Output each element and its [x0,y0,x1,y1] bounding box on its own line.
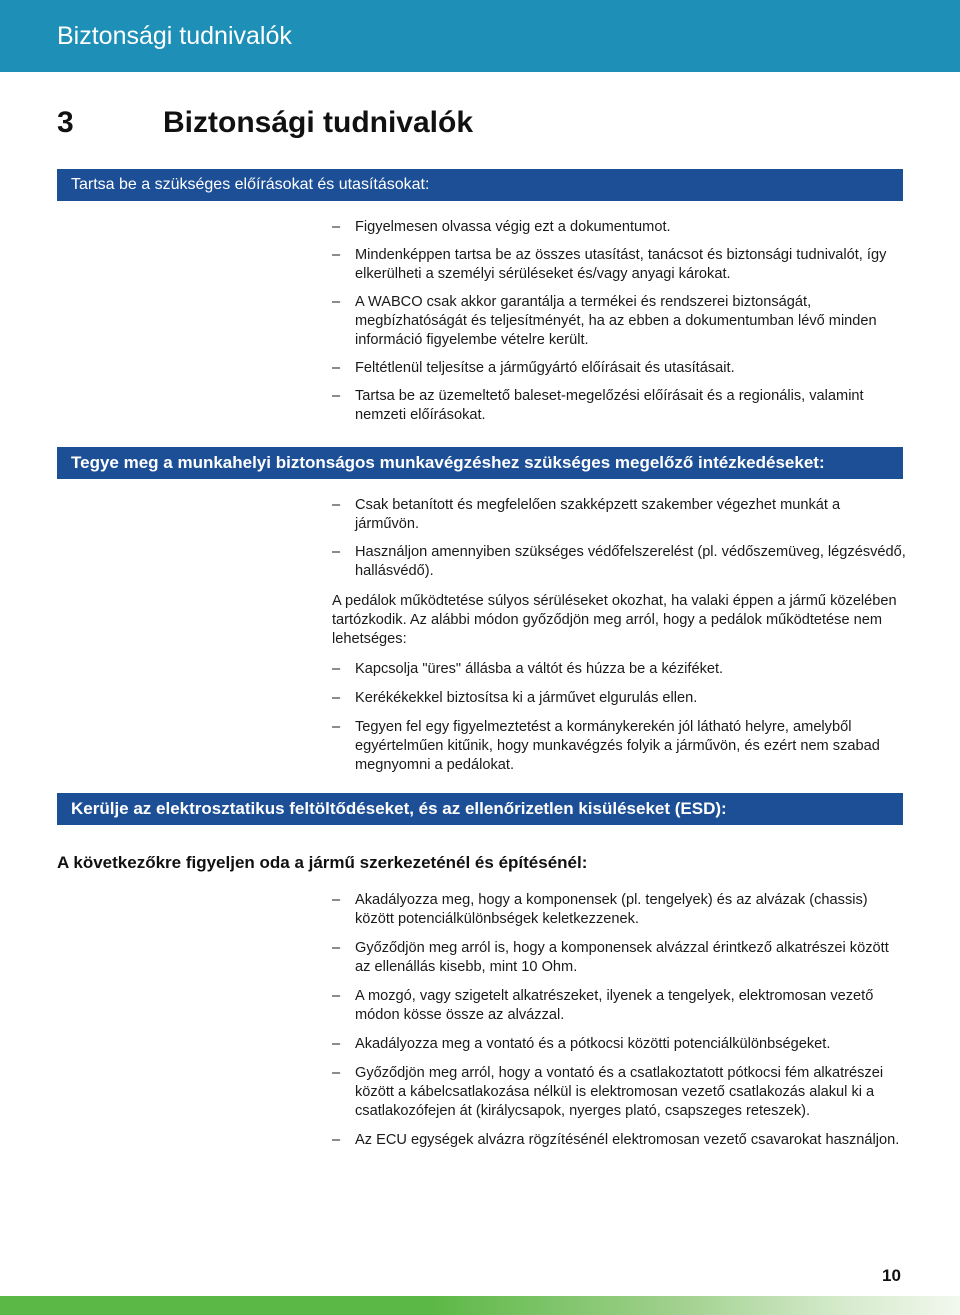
section-1-heading: Tartsa be a szükséges előírásokat és utasításokat: [57,169,903,201]
section-2-heading: Tegye meg a munkahelyi biztonságos munkavégzéshez szükséges megelőző intézkedéseket: [57,447,903,479]
section-2-paragraph: A pedálok működtetése súlyos sérüléseket okozhat, ha valaki éppen a jármű közelében tartózkodik. Az alábbi módon győződjön meg arról, hogy a pedálok működtetése nem lehetséges: [332,593,897,647]
list-item: – Tartsa be az üzemeltető baleset-megelőzési előírásait és a regionális, valamint nemzeti előírásokat. [332,388,864,423]
header-title: Biztonsági tudnivalók [57,22,292,50]
section-3-list [332,891,907,1150]
page-number: 10 [882,1266,901,1285]
section-1-list [332,218,907,425]
list-item: – Akadályozza meg, hogy a komponensek (pl. tengelyek) és az alvázak (chassis) között potenciálkülönbségek keletkezzenek. [332,892,868,927]
list-item: – Csak betanított és megfelelően szakképzett szakember végezhet munkát a járművön. [332,497,841,532]
list-item: – Használjon amennyiben szükséges védőfelszerelést (pl. védőszemüveg, légzésvédő, hallásvédő). [332,544,906,579]
list-item: – Az ECU egységek alvázra rögzítésénél elektromosan vezető csavarokat használjon. [332,1132,900,1148]
list-item: – Figyelmesen olvassa végig ezt a dokumentumot. [332,219,671,235]
chapter-number: 3 [57,106,74,139]
list-item: – Győződjön meg arról is, hogy a komponensek alvázzal érintkező alkatrészei között az ellenállás kisebb, mint 10 Ohm. [332,940,889,975]
section-2-list-a [332,496,907,581]
chapter-title: Biztonsági tudnivalók [163,106,474,139]
chapter-heading [57,106,473,140]
list-item: – Tegyen fel egy figyelmeztetést a kormánykerekén jól látható helyre, amelyből egyértelműen kitűnik, hogy munkavégzés folyik a járművön, és ezért nem szabad megnyomni a pedálokat. [332,719,880,773]
header-bar [0,0,960,72]
list-item: – Akadályozza meg a vontató és a pótkocsi közötti potenciálkülönbségeket. [332,1036,831,1052]
section-2-list-b [332,660,907,775]
section-3-subheading: A következőkre figyeljen oda a jármű szerkezeténél és építésénél: [57,853,588,872]
list-item: – Mindenképpen tartsa be az összes utasítást, tanácsot és biztonsági tudnivalót, így elkerülheti a személyi sérüléseket és/vagy anyagi károkat. [332,247,887,282]
footer-bar [0,1296,960,1315]
list-item: – A mozgó, vagy szigetelt alkatrészeket, ilyenek a tengelyek, elektromosan vezető módon kösse össze az alvázzal. [332,988,874,1023]
list-item: – Kerékékekkel biztosítsa ki a járművet elgurulás ellen. [332,690,698,706]
list-item: – A WABCO csak akkor garantálja a termékei és rendszerei biztonságát, megbízhatóságát és teljesítményét, ha az ebben a dokumentumban lévő minden információ figyelembe vételre került. [332,294,877,348]
list-item: – Kapcsolja "üres" állásba a váltót és húzza be a kéziféket. [332,661,724,677]
list-item: – Feltétlenül teljesítse a járműgyártó előírásait és utasításait. [332,360,735,376]
section-3-heading: Kerülje az elektrosztatikus feltöltődéseket, és az ellenőrizetlen kisüléseket (ESD): [57,793,903,825]
list-item: – Győződjön meg arról, hogy a vontató és a csatlakoztatott pótkocsi fém alkatrészei között a kábelcsatlakozása nélkül is elektromosan vezető csatlakozás alakul ki a csatlakozófejen át (királycsapok, nyerges plató, csapszeges reteszek). [332,1065,884,1119]
